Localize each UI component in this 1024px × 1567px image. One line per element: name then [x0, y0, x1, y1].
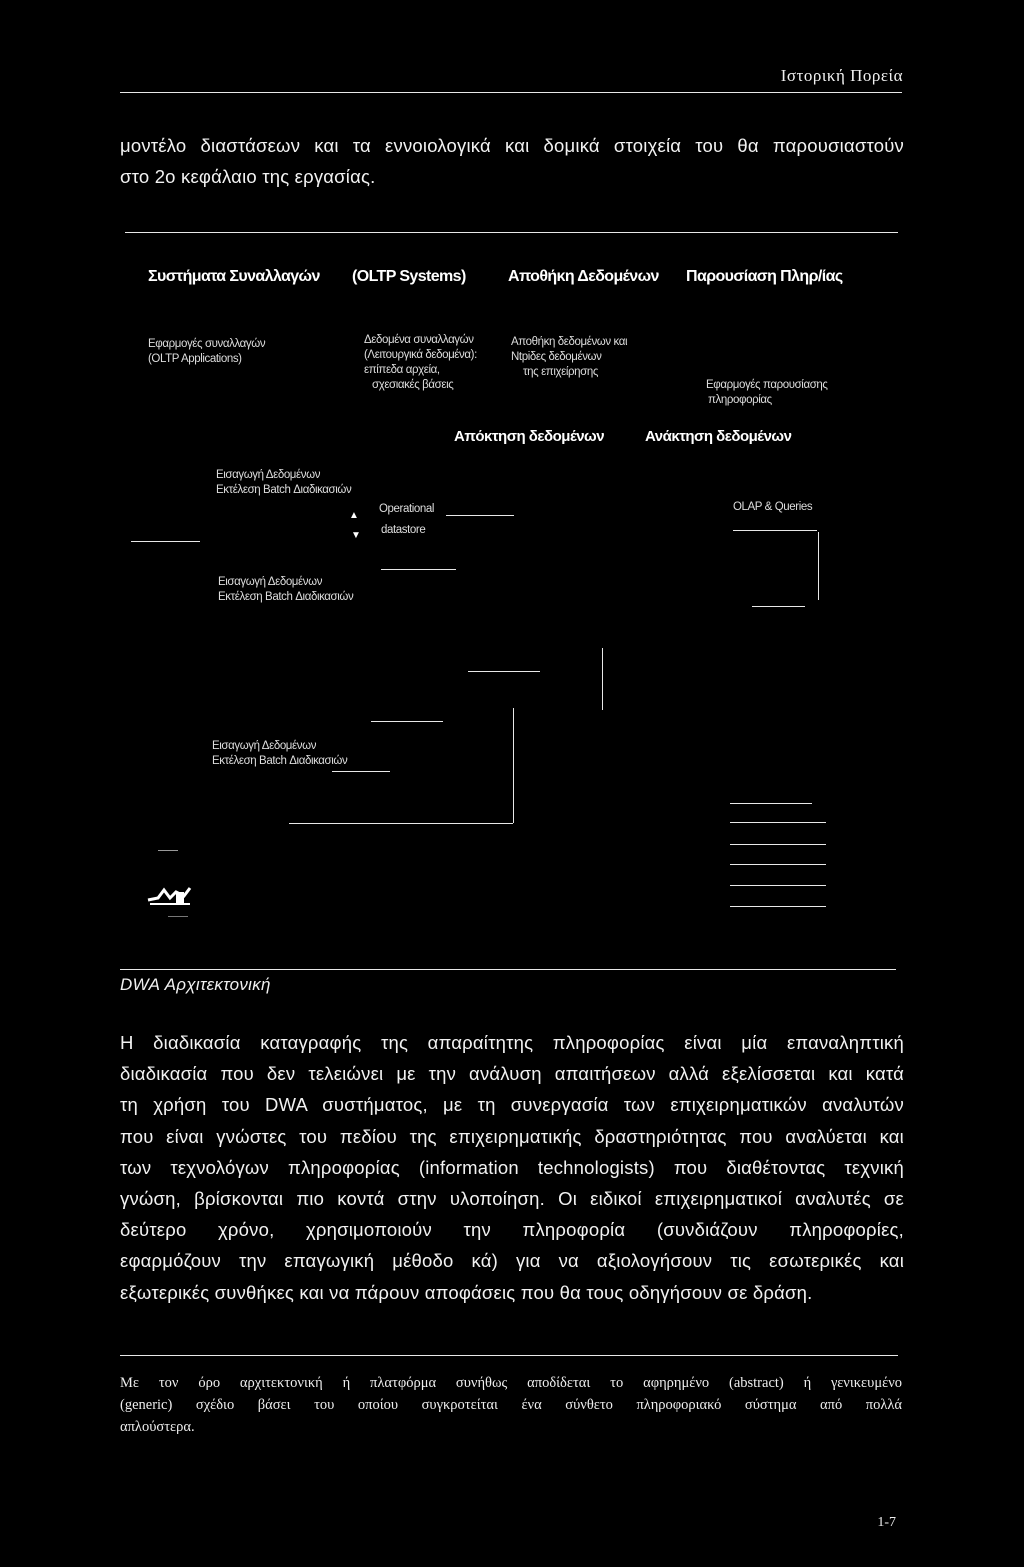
stack-line-5	[730, 885, 826, 886]
col4-label	[706, 378, 828, 408]
col3-line-3: της επιχείρησης	[523, 366, 598, 378]
footnote-line-3: απλούστερα.	[120, 1419, 195, 1435]
acquisition-label: Απόκτηση δεδομένων	[454, 428, 605, 445]
batch-3-line-1: Εισαγωγή Δεδομένων	[212, 740, 317, 752]
ods-line-1: Operational	[379, 503, 435, 515]
batch-block-3	[212, 739, 347, 769]
olap-bottom-rule	[752, 606, 805, 607]
paragraph-line-4: που είναι γνώστες του πεδίου της επιχειρηματικής δραστηριότητας που αναλύεται και	[120, 1125, 904, 1147]
paragraph-line-7: δεύτερο χρόνο, χρησιμοποιούν την πληροφορία (συνδιάζουν πληροφορίες,	[120, 1219, 904, 1241]
scribble-logo	[146, 884, 192, 911]
ods-label	[379, 502, 434, 538]
caption-rule	[120, 969, 896, 970]
paragraph-line-5: των τεχνολόγων πληροφορίας (information technologists) που διαθέτοντας τεχνική	[120, 1156, 904, 1178]
stack-line-4	[730, 864, 826, 865]
center-mid-rule	[371, 721, 443, 722]
paragraph-line-3: τη χρήση του DWA συστήματος, με τη συνεργασία των επιχειρηματικών αναλυτών	[120, 1094, 904, 1116]
col1-line-2: (OLTP Applications)	[148, 353, 242, 365]
main-paragraph	[120, 1030, 904, 1306]
ods-line-2: datastore	[381, 524, 426, 536]
stack-line-3	[730, 844, 826, 845]
arrow-up-icon: ▲	[349, 510, 359, 521]
col2-line-4: σχεσιακές βάσεις	[372, 379, 454, 391]
stack-line-2	[730, 822, 826, 823]
batch-1-line-1: Εισαγωγή Δεδομένων	[216, 469, 321, 481]
olap-rule	[733, 530, 817, 531]
bottom-left-short-rule	[158, 850, 178, 851]
batch-2-line-1: Εισαγωγή Δεδομένων	[218, 576, 323, 588]
paragraph-line-6: γνώση, βρίσκονται πιο κοντά στην υλοποίηση. Οι ειδικοί επιχειρηματικοί αναλυτές σε	[120, 1187, 904, 1209]
footnote	[120, 1372, 902, 1438]
col4-line-2: πληροφορίας	[708, 394, 772, 406]
olap-right-border	[818, 532, 819, 600]
col3-line-1: Αποθήκη δεδομένων και	[511, 336, 628, 348]
intro-line-2: στο 2ο κεφάλαιο της εργασίας.	[120, 166, 376, 187]
center-right-vertical	[513, 708, 514, 823]
col2-line-1: Δεδομένα συναλλαγών	[364, 334, 474, 346]
batch-1-line-2: Εκτέλεση Batch Διαδικασιών	[216, 484, 352, 496]
paragraph-line-9: εξωτερικές συνθήκες και να πάρουν αποφάσεις που θα τους οδηγήσουν σε δράση.	[120, 1281, 813, 1303]
center-vertical-rule	[602, 648, 603, 710]
col3-label	[511, 335, 627, 380]
diagram-header-presentation: Παρουσίαση Πληρ/ίας	[686, 268, 843, 285]
arrow-down-icon: ▼	[351, 530, 361, 541]
batch-2-line-2: Εκτέλεση Batch Διαδικασιών	[218, 591, 354, 603]
paragraph-line-1: Η διαδικασία καταγραφής της απαραίτητης πληροφορίας είναι μία επαναληπτική	[120, 1032, 904, 1053]
stack-line-1	[730, 803, 812, 804]
paragraph-line-2: διαδικασία που δεν τελειώνει με την ανάλυση απαιτήσεων αλλά εξελίσσεται και κατά	[120, 1063, 904, 1085]
footnote-rule	[120, 1355, 898, 1356]
logo-under-rule	[168, 916, 188, 917]
footnote-line-1: Με τον όρο αρχιτεκτονική ή πλατφόρμα συνήθως αποδίδεται το αφηρημένο (abstract) ή γενικευμένο	[120, 1375, 902, 1391]
figure-caption: DWA Αρχιτεκτονική	[120, 975, 271, 994]
batch-1-left-rule	[131, 541, 200, 542]
ods-right-rule	[446, 515, 514, 516]
col2-line-3: επίπεδα αρχεία,	[364, 364, 440, 376]
retrieval-label: Ανάκτηση δεδομένων	[645, 428, 792, 445]
header-rule	[120, 92, 902, 93]
batch-3-right-rule	[332, 771, 390, 772]
paragraph-line-8: εφαρμόζουν την επαγωγική μέθοδο κά) για να αξιολογήσουν τις εσωτερικές και	[120, 1250, 904, 1272]
diagram-header-warehouse: Αποθήκη Δεδομένων	[508, 268, 659, 285]
page-number: 1-7	[877, 1515, 896, 1530]
stack-line-6	[730, 906, 826, 907]
diagram-top-rule	[125, 232, 898, 233]
center-top-rule	[468, 671, 540, 672]
col2-line-2: (Λειτουργικά δεδομένα):	[364, 349, 477, 361]
footnote-line-2: (generic) σχέδιο βάσει του οποίου συγκροτείται ένα σύνθετο πληροφοριακό σύστημα από πολλά	[120, 1397, 902, 1413]
col4-line-1: Εφαρμογές παρουσίασης	[706, 379, 828, 391]
col1-line-1: Εφαρμογές συναλλαγών	[148, 338, 266, 350]
batch-block-1	[216, 468, 351, 498]
batch-3-line-2: Εκτέλεση Batch Διαδικασιών	[212, 755, 348, 767]
ods-lower-rule	[381, 569, 456, 570]
col1-label	[148, 337, 265, 367]
diagram-header-oltp: Συστήματα Συναλλαγών	[148, 268, 320, 285]
bottom-center-rule	[289, 823, 513, 824]
running-header-title: Ιστορική Πορεία	[780, 66, 903, 85]
batch-block-2	[218, 575, 353, 605]
intro-line-1: μοντέλο διαστάσεων και τα εννοιολογικά και δομικά στοιχεία του θα παρουσιαστούν	[120, 135, 904, 156]
diagram-header-oltp-systems: (OLTP Systems)	[352, 268, 466, 285]
olap-label: OLAP & Queries	[733, 501, 813, 513]
col3-line-2: Ntpiδες δεδομένων	[511, 351, 602, 363]
col2-label	[364, 333, 477, 393]
